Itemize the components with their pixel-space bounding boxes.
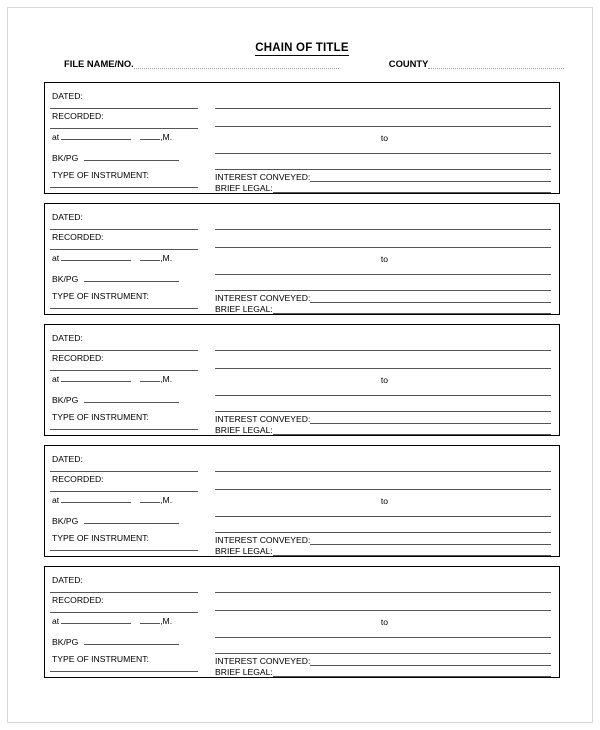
- interest-conveyed-input[interactable]: [310, 536, 551, 545]
- at-time-input[interactable]: [61, 615, 131, 624]
- entry-block-5: [44, 566, 560, 678]
- bk-pg-field[interactable]: [52, 152, 179, 163]
- bk-pg-label: BK/PG: [52, 274, 79, 284]
- bk-pg-field[interactable]: [52, 515, 179, 526]
- bk-pg-input[interactable]: [84, 273, 179, 282]
- type-of-instrument-label: TYPE OF INSTRUMENT:: [52, 654, 149, 664]
- grantee-line-2-input[interactable]: [215, 411, 551, 412]
- grantee-line-2-input[interactable]: [215, 290, 551, 291]
- page-title: [44, 42, 560, 54]
- brief-legal-field[interactable]: [215, 546, 551, 556]
- interest-conveyed-field[interactable]: [215, 535, 551, 545]
- recorded-label: RECORDED:: [52, 232, 104, 242]
- dated-input[interactable]: [50, 592, 198, 593]
- type-of-instrument-label: TYPE OF INSTRUMENT:: [52, 170, 149, 180]
- county-input[interactable]: [428, 59, 564, 69]
- grantee-line-1-input[interactable]: [215, 274, 551, 275]
- recorded-label: RECORDED:: [52, 111, 104, 121]
- recorded-label: RECORDED:: [52, 595, 104, 605]
- type-of-instrument-input[interactable]: [50, 550, 198, 551]
- entry-block-2: [44, 203, 560, 315]
- type-of-instrument-label: TYPE OF INSTRUMENT:: [52, 291, 149, 301]
- brief-legal-label: BRIEF LEGAL:: [215, 546, 273, 556]
- entry-right-column: [210, 83, 559, 193]
- type-of-instrument-label: TYPE OF INSTRUMENT:: [52, 533, 149, 543]
- meridiem-suffix-label: ,M.: [160, 374, 173, 384]
- bk-pg-field[interactable]: [52, 394, 179, 405]
- dated-label: DATED:: [52, 575, 83, 585]
- grantor-line-2-input[interactable]: [215, 247, 551, 248]
- at-label: at: [52, 253, 60, 263]
- grantor-line-1-input[interactable]: [215, 350, 551, 351]
- entry-block-3: [44, 324, 560, 436]
- dated-label: DATED:: [52, 333, 83, 343]
- entry-right-column: [210, 325, 559, 435]
- recorded-time-field[interactable]: [52, 252, 172, 263]
- entry-right-column: [210, 567, 559, 677]
- recorded-input[interactable]: [50, 370, 198, 371]
- to-label: to: [380, 617, 389, 627]
- bk-pg-field[interactable]: [52, 636, 179, 647]
- bk-pg-label: BK/PG: [52, 516, 79, 526]
- type-of-instrument-label: TYPE OF INSTRUMENT:: [52, 412, 149, 422]
- bk-pg-input[interactable]: [84, 152, 179, 161]
- brief-legal-label: BRIEF LEGAL:: [215, 183, 273, 193]
- interest-conveyed-field[interactable]: [215, 172, 551, 182]
- entry-left-column: [45, 83, 205, 193]
- grantor-line-1-input[interactable]: [215, 108, 551, 109]
- grantor-line-1-input[interactable]: [215, 229, 551, 230]
- entry-left-column: [45, 325, 205, 435]
- grantor-line-1-input[interactable]: [215, 471, 551, 472]
- at-meridiem-input[interactable]: [140, 373, 160, 382]
- file-name-label: FILE NAME/NO.: [64, 58, 134, 69]
- interest-conveyed-label: INTEREST CONVEYED:: [215, 293, 311, 303]
- interest-conveyed-field[interactable]: [215, 414, 551, 424]
- at-time-input[interactable]: [61, 373, 131, 382]
- bk-pg-input[interactable]: [84, 636, 179, 645]
- header-fields: [44, 58, 560, 69]
- to-label: to: [380, 496, 389, 506]
- brief-legal-label: BRIEF LEGAL:: [215, 425, 273, 435]
- page-title-text: CHAIN OF TITLE: [255, 42, 349, 54]
- recorded-time-field[interactable]: [52, 494, 172, 505]
- grantee-line-2-input[interactable]: [215, 169, 551, 170]
- recorded-label: RECORDED:: [52, 353, 104, 363]
- interest-conveyed-label: INTEREST CONVEYED:: [215, 535, 311, 545]
- to-label: to: [380, 133, 389, 143]
- to-label: to: [380, 254, 389, 264]
- bk-pg-input[interactable]: [84, 515, 179, 524]
- entry-block-4: [44, 445, 560, 557]
- type-of-instrument-input[interactable]: [50, 429, 198, 430]
- recorded-time-field[interactable]: [52, 615, 172, 626]
- brief-legal-label: BRIEF LEGAL:: [215, 304, 273, 314]
- brief-legal-label: BRIEF LEGAL:: [215, 667, 273, 677]
- entry-left-column: [45, 446, 205, 556]
- grantee-line-2-input[interactable]: [215, 532, 551, 533]
- interest-conveyed-input[interactable]: [310, 657, 551, 666]
- at-label: at: [52, 616, 60, 626]
- dated-input[interactable]: [50, 350, 198, 351]
- brief-legal-input[interactable]: [273, 547, 551, 556]
- brief-legal-field[interactable]: [215, 425, 551, 435]
- to-label: to: [380, 375, 389, 385]
- at-meridiem-input[interactable]: [140, 252, 160, 261]
- brief-legal-input[interactable]: [273, 668, 551, 677]
- type-of-instrument-input[interactable]: [50, 187, 198, 188]
- interest-conveyed-input[interactable]: [310, 294, 551, 303]
- meridiem-suffix-label: ,M.: [160, 495, 173, 505]
- brief-legal-input[interactable]: [273, 184, 551, 193]
- bk-pg-field[interactable]: [52, 273, 179, 284]
- at-time-input[interactable]: [61, 494, 131, 503]
- at-meridiem-input[interactable]: [140, 494, 160, 503]
- grantor-line-2-input[interactable]: [215, 368, 551, 369]
- at-time-input[interactable]: [61, 252, 131, 261]
- grantee-line-1-input[interactable]: [215, 637, 551, 638]
- brief-legal-field[interactable]: [215, 304, 551, 314]
- recorded-input[interactable]: [50, 128, 198, 129]
- entry-left-column: [45, 567, 205, 677]
- at-label: at: [52, 374, 60, 384]
- interest-conveyed-field[interactable]: [215, 293, 551, 303]
- bk-pg-label: BK/PG: [52, 637, 79, 647]
- recorded-input[interactable]: [50, 491, 198, 492]
- grantee-line-1-input[interactable]: [215, 153, 551, 154]
- entry-block-1: [44, 82, 560, 194]
- entry-left-column: [45, 204, 205, 314]
- bk-pg-input[interactable]: [84, 394, 179, 403]
- dated-label: DATED:: [52, 91, 83, 101]
- file-name-field[interactable]: [64, 58, 339, 69]
- bk-pg-label: BK/PG: [52, 395, 79, 405]
- recorded-input[interactable]: [50, 612, 198, 613]
- brief-legal-input[interactable]: [273, 305, 551, 314]
- grantee-line-2-input[interactable]: [215, 653, 551, 654]
- county-label: COUNTY: [388, 58, 429, 69]
- meridiem-suffix-label: ,M.: [160, 253, 173, 263]
- grantee-line-1-input[interactable]: [215, 516, 551, 517]
- type-of-instrument-input[interactable]: [50, 671, 198, 672]
- entry-right-column: [210, 204, 559, 314]
- grantee-line-1-input[interactable]: [215, 395, 551, 396]
- dated-label: DATED:: [52, 454, 83, 464]
- brief-legal-input[interactable]: [273, 426, 551, 435]
- recorded-input[interactable]: [50, 249, 198, 250]
- brief-legal-field[interactable]: [215, 667, 551, 677]
- document-header: [44, 42, 560, 78]
- interest-conveyed-input[interactable]: [310, 173, 551, 182]
- entry-right-column: [210, 446, 559, 556]
- brief-legal-field[interactable]: [215, 183, 551, 193]
- recorded-time-field[interactable]: [52, 131, 172, 142]
- at-label: at: [52, 132, 60, 142]
- recorded-time-field[interactable]: [52, 373, 172, 384]
- at-label: at: [52, 495, 60, 505]
- meridiem-suffix-label: ,M.: [160, 616, 173, 626]
- document-content: [44, 42, 560, 677]
- interest-conveyed-input[interactable]: [310, 415, 551, 424]
- entry-block-list: [44, 82, 560, 678]
- at-meridiem-input[interactable]: [140, 131, 160, 140]
- county-field[interactable]: [389, 58, 565, 69]
- at-time-input[interactable]: [61, 131, 131, 140]
- dated-input[interactable]: [50, 229, 198, 230]
- grantor-line-2-input[interactable]: [215, 610, 551, 611]
- interest-conveyed-label: INTEREST CONVEYED:: [215, 414, 311, 424]
- dated-label: DATED:: [52, 212, 83, 222]
- interest-conveyed-field[interactable]: [215, 656, 551, 666]
- meridiem-suffix-label: ,M.: [160, 132, 173, 142]
- grantor-line-2-input[interactable]: [215, 126, 551, 127]
- grantor-line-1-input[interactable]: [215, 592, 551, 593]
- grantor-line-2-input[interactable]: [215, 489, 551, 490]
- at-meridiem-input[interactable]: [140, 615, 160, 624]
- interest-conveyed-label: INTEREST CONVEYED:: [215, 172, 311, 182]
- file-name-input[interactable]: [134, 59, 339, 69]
- interest-conveyed-label: INTEREST CONVEYED:: [215, 656, 311, 666]
- recorded-label: RECORDED:: [52, 474, 104, 484]
- type-of-instrument-input[interactable]: [50, 308, 198, 309]
- dated-input[interactable]: [50, 108, 198, 109]
- bk-pg-label: BK/PG: [52, 153, 79, 163]
- dated-input[interactable]: [50, 471, 198, 472]
